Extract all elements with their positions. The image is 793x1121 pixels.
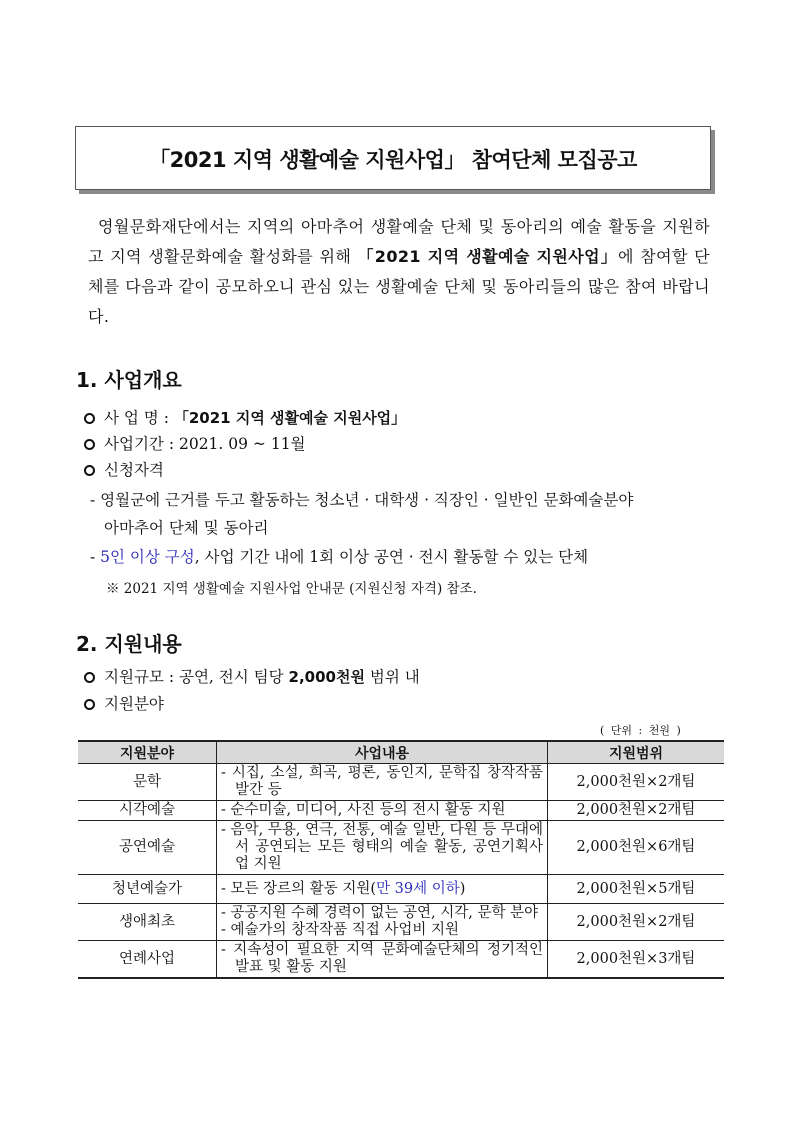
title-box — [75, 126, 711, 190]
row-field: 생애최초 — [78, 904, 217, 941]
row-range: 2,000천원×2개팀 — [548, 801, 725, 821]
program-name-value: 「2021 지역 생활예술 지원사업」 — [173, 409, 407, 427]
program-period-line — [84, 432, 306, 454]
table-header-row — [78, 741, 724, 764]
support-table — [78, 740, 724, 979]
section-2-heading: 2. 지원내용 — [76, 632, 182, 656]
program-period: 사업기간 : 2021. 09 ~ 11월 — [104, 435, 306, 453]
min-members-highlight: 5인 이상 구성 — [100, 548, 195, 566]
support-scale-line — [84, 665, 420, 687]
circle-bullet-icon — [84, 672, 95, 683]
row-content-item — [221, 881, 543, 898]
support-field-label: 지원분야 — [104, 695, 164, 713]
row-range: 2,000천원×2개팀 — [548, 904, 725, 941]
circle-bullet-icon — [84, 465, 95, 476]
eligibility-line — [84, 458, 164, 480]
item-text: ) — [459, 880, 466, 897]
circle-bullet-icon — [84, 413, 95, 424]
section-1-heading: 1. 사업개요 — [76, 368, 182, 392]
support-field-line — [84, 692, 164, 714]
eligibility-item-1-line-2: 아마추어 단체 및 동아리 — [104, 519, 269, 537]
support-scale-amount: 2,000천원 — [288, 668, 365, 686]
eligibility-item-2 — [90, 545, 588, 567]
row-field: 청년예술가 — [78, 875, 217, 904]
intro-paragraph — [88, 212, 710, 332]
intro-text-2: 에 참여할 단체를 다음과 같이 공모하오니 관심 있는 생활예술 단체 및 동아리들의 많은 참여 바랍니다. — [88, 247, 710, 326]
table-row — [78, 941, 724, 979]
program-name-line — [84, 406, 406, 428]
intro-program-name: 「2021 지역 생활예술 지원사업」 — [357, 247, 619, 266]
eligibility-item-1-line-1: - 영월군에 근거를 두고 활동하는 청소년 · 대학생 · 직장인 · 일반인 문화예술분야 — [90, 491, 634, 509]
support-scale-rest: 범위 내 — [364, 668, 420, 686]
circle-bullet-icon — [84, 699, 95, 710]
row-range: 2,000천원×2개팀 — [548, 764, 725, 801]
eligibility-item-2-text: , 사업 기간 내에 1회 이상 공연 · 전시 활동할 수 있는 단체 — [194, 548, 589, 566]
table-row — [78, 764, 724, 801]
table-row — [78, 904, 724, 941]
row-field: 문학 — [78, 764, 217, 801]
row-content-item: - 예술가의 창작작품 직접 사업비 지원 — [221, 922, 460, 938]
row-content-item: - 지속성이 필요한 지역 문화예술단체의 정기적인 발표 및 활동 지원 — [221, 942, 543, 975]
header-content: 사업내용 — [217, 741, 548, 764]
row-range: 2,000천원×5개팀 — [548, 875, 725, 904]
support-scale-label: 지원규모 : 공연, 전시 팀당 — [104, 668, 289, 686]
row-field: 시각예술 — [78, 801, 217, 821]
row-content-item: - 순수미술, 미디어, 사진 등의 전시 활동 지원 — [221, 802, 506, 818]
table-row — [78, 875, 724, 904]
row-range: 2,000천원×3개팀 — [548, 941, 725, 979]
program-name-label: 사 업 명 : — [104, 409, 174, 427]
row-content-item: - 시집, 소설, 희곡, 평론, 동인지, 문학집 창작작품 발간 등 — [221, 765, 543, 798]
item-text: - 모든 장르의 활동 지원( — [221, 880, 377, 897]
row-content-item: - 공공지원 수혜 경력이 없는 공연, 시각, 문학 분야 — [221, 905, 539, 921]
row-range: 2,000천원×6개팀 — [548, 821, 725, 875]
table-row — [78, 801, 724, 821]
unit-label: ( 단위 : 천원 ) — [600, 724, 681, 737]
table-row — [78, 821, 724, 875]
row-field: 공연예술 — [78, 821, 217, 875]
header-range: 지원범위 — [548, 741, 725, 764]
row-field: 연례사업 — [78, 941, 217, 979]
age-limit-highlight: 만 39세 이하 — [376, 880, 460, 897]
intro-text-1: 영월문화재단에서는 지역의 아마추어 생활예술 단체 및 동아리의 예술 활동을 지원하고 지역 생활문화예술 활성화를 위해 — [88, 217, 710, 266]
row-content-item: - 음악, 무용, 연극, 전통, 예술 일반, 다원 등 무대에서 공연되는 모든 형태의 예술 활동, 공연기획사업 지원 — [221, 822, 543, 872]
header-field: 지원분야 — [78, 741, 217, 764]
dash: - — [90, 548, 101, 566]
document-title: 「2021 지역 생활예술 지원사업」 참여단체 모집공고 — [149, 148, 637, 172]
circle-bullet-icon — [84, 439, 95, 450]
reference-note: ※ 2021 지역 생활예술 지원사업 안내문 (지원신청 자격) 참조. — [106, 581, 477, 597]
eligibility-label: 신청자격 — [104, 461, 164, 479]
